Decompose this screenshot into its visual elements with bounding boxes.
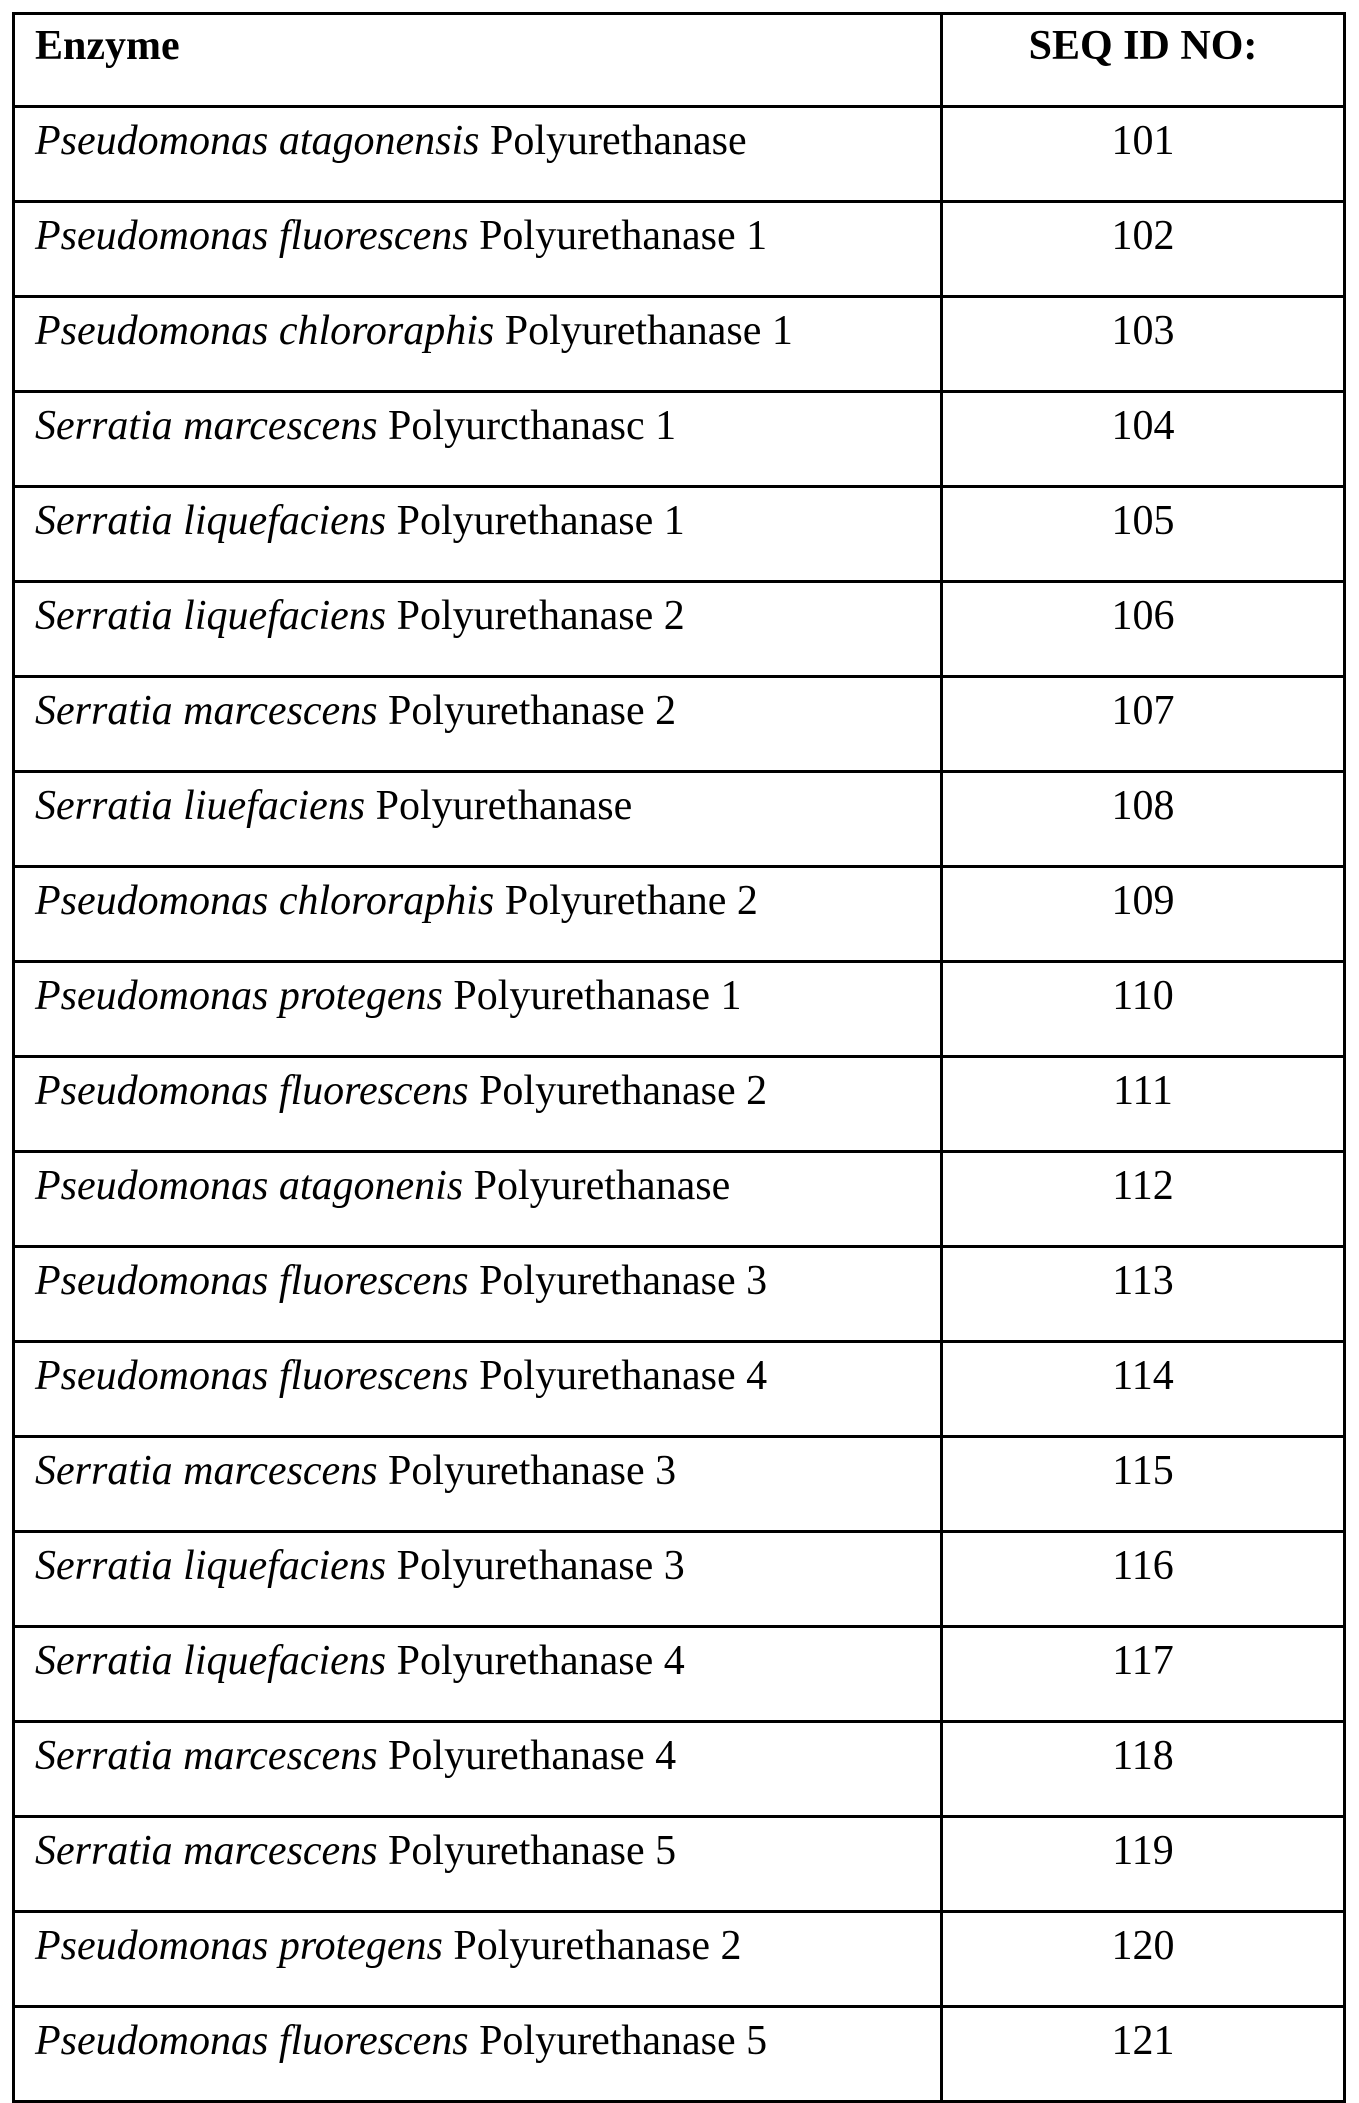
table-row [14, 1532, 1345, 1627]
enzyme-name: Polyurethanase 1 [479, 213, 767, 259]
enzyme-name: Polyurethane 2 [505, 878, 758, 924]
species-name: Serratia marcescens [35, 1733, 378, 1779]
seq-id-cell: 113 [942, 1247, 1345, 1342]
table-row [14, 772, 1345, 867]
seq-id-cell: 120 [942, 1912, 1345, 2007]
enzyme-cell [14, 297, 942, 392]
seq-id-cell: 111 [942, 1057, 1345, 1152]
species-name: Pseudomonas fluorescens [35, 1258, 469, 1304]
enzyme-cell [14, 867, 942, 962]
enzyme-cell [14, 1342, 942, 1437]
enzyme-name: Polyurcthanasc 1 [388, 403, 676, 449]
enzyme-cell [14, 1532, 942, 1627]
enzyme-name: Polyurethanase 1 [505, 308, 793, 354]
seq-id-cell: 112 [942, 1152, 1345, 1247]
species-name: Pseudomonas chlororaphis [35, 878, 494, 924]
seq-id-cell: 102 [942, 202, 1345, 297]
table-row [14, 1912, 1345, 2007]
species-name: Pseudomonas chlororaphis [35, 308, 494, 354]
species-name: Serratia liquefaciens [35, 593, 386, 639]
enzyme-cell [14, 392, 942, 487]
table-row [14, 1342, 1345, 1437]
enzyme-cell [14, 772, 942, 867]
table-row [14, 1817, 1345, 1912]
species-name: Serratia marcescens [35, 688, 378, 734]
seq-id-cell: 121 [942, 2007, 1345, 2102]
header-row [14, 14, 1345, 107]
table-row [14, 1247, 1345, 1342]
table-row [14, 107, 1345, 202]
species-name: Pseudomonas protegens [35, 1923, 443, 1969]
species-name: Serratia marcescens [35, 1448, 378, 1494]
enzyme-name: Polyurethanase [474, 1163, 731, 1209]
enzyme-cell [14, 962, 942, 1057]
enzyme-cell [14, 1722, 942, 1817]
table-row [14, 1627, 1345, 1722]
species-name: Pseudomonas protegens [35, 973, 443, 1019]
species-name: Pseudomonas fluorescens [35, 213, 469, 259]
enzyme-name: Polyurethanase 5 [479, 2018, 767, 2064]
seq-id-cell: 117 [942, 1627, 1345, 1722]
seq-id-cell: 114 [942, 1342, 1345, 1437]
species-name: Serratia marcescens [35, 1828, 378, 1874]
seq-id-cell: 101 [942, 107, 1345, 202]
enzyme-cell [14, 487, 942, 582]
table-row [14, 392, 1345, 487]
species-name: Pseudomonas fluorescens [35, 2018, 469, 2064]
enzyme-cell [14, 1247, 942, 1342]
table-row [14, 202, 1345, 297]
seq-id-cell: 118 [942, 1722, 1345, 1817]
enzyme-name: Polyurethanase 3 [388, 1448, 676, 1494]
species-name: Serratia liquefaciens [35, 1543, 386, 1589]
species-name: Pseudomonas fluorescens [35, 1068, 469, 1114]
enzyme-name: Polyurethanase 2 [397, 593, 685, 639]
enzyme-cell [14, 2007, 942, 2102]
header-enzyme: Enzyme [14, 14, 942, 107]
table-row [14, 487, 1345, 582]
enzyme-name: Polyurethanase 2 [388, 688, 676, 734]
enzyme-name: Polyurethanase 4 [479, 1353, 767, 1399]
enzyme-name: Polyurethanase 2 [453, 1923, 741, 1969]
enzyme-cell [14, 1627, 942, 1722]
seq-id-cell: 115 [942, 1437, 1345, 1532]
species-name: Serratia liuefaciens [35, 783, 365, 829]
enzyme-name: Polyurethanase [490, 118, 747, 164]
enzyme-name: Polyurethanase [376, 783, 633, 829]
table-row [14, 2007, 1345, 2102]
seq-id-cell: 103 [942, 297, 1345, 392]
enzyme-name: Polyurethanase 1 [453, 973, 741, 1019]
enzyme-name: Polyurethanase 3 [479, 1258, 767, 1304]
seq-id-cell: 109 [942, 867, 1345, 962]
enzyme-cell [14, 1817, 942, 1912]
seq-id-cell: 108 [942, 772, 1345, 867]
table-row [14, 297, 1345, 392]
seq-id-cell: 110 [942, 962, 1345, 1057]
species-name: Pseudomonas fluorescens [35, 1353, 469, 1399]
table-row [14, 677, 1345, 772]
enzyme-seq-table [12, 12, 1346, 2103]
enzyme-name: Polyurethanase 4 [397, 1638, 685, 1684]
enzyme-cell [14, 202, 942, 297]
enzyme-cell [14, 1437, 942, 1532]
species-name: Serratia liquefaciens [35, 498, 386, 544]
table-row [14, 582, 1345, 677]
species-name: Serratia liquefaciens [35, 1638, 386, 1684]
seq-id-cell: 104 [942, 392, 1345, 487]
table-row [14, 1152, 1345, 1247]
seq-id-cell: 119 [942, 1817, 1345, 1912]
species-name: Pseudomonas atagonenis [35, 1163, 463, 1209]
seq-id-cell: 116 [942, 1532, 1345, 1627]
enzyme-name: Polyurethanase 1 [397, 498, 685, 544]
table-row [14, 1437, 1345, 1532]
table-row [14, 867, 1345, 962]
header-seq-id: SEQ ID NO: [942, 14, 1345, 107]
table-row [14, 1722, 1345, 1817]
seq-id-cell: 105 [942, 487, 1345, 582]
enzyme-cell [14, 677, 942, 772]
seq-id-cell: 107 [942, 677, 1345, 772]
enzyme-cell [14, 1057, 942, 1152]
enzyme-name: Polyurethanase 5 [388, 1828, 676, 1874]
enzyme-cell [14, 1912, 942, 2007]
seq-id-cell: 106 [942, 582, 1345, 677]
enzyme-name: Polyurethanase 4 [388, 1733, 676, 1779]
species-name: Serratia marcescens [35, 403, 378, 449]
enzyme-name: Polyurethanase 2 [479, 1068, 767, 1114]
table-row [14, 962, 1345, 1057]
species-name: Pseudomonas atagonensis [35, 118, 480, 164]
table-row [14, 1057, 1345, 1152]
enzyme-name: Polyurethanase 3 [397, 1543, 685, 1589]
enzyme-cell [14, 107, 942, 202]
enzyme-cell [14, 582, 942, 677]
enzyme-cell [14, 1152, 942, 1247]
